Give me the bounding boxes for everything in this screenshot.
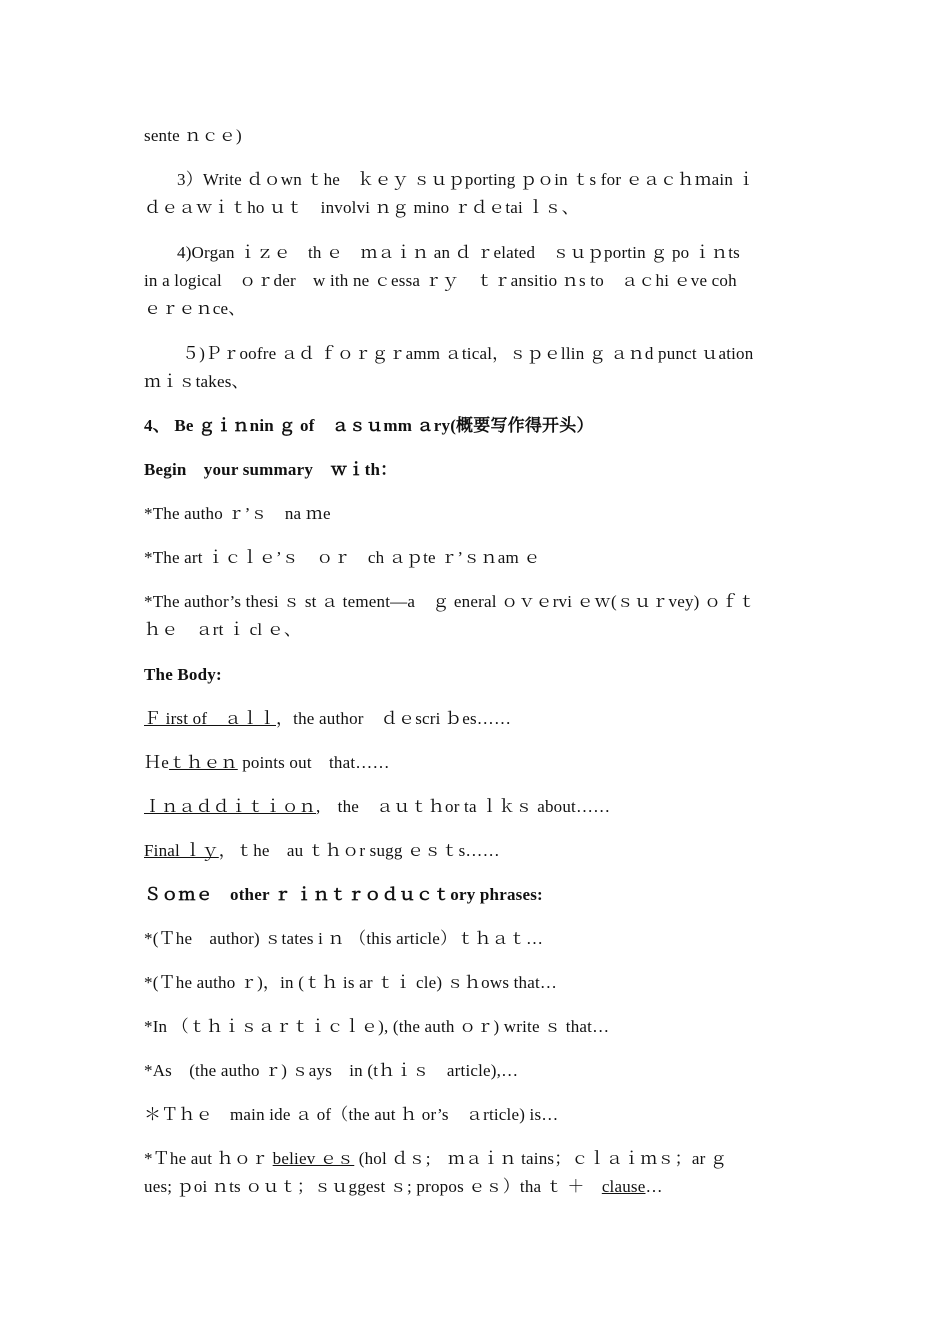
text-line: ５)Ｐｒoofre ａｄ ｆｏｒｇｒamm ａtical，ｓｐｅllin ｇ ａｎd punct ｕation — [182, 344, 754, 363]
text-line: *The autho ｒ’ｓ na ｍe — [144, 504, 331, 523]
underlined-phrase: clause — [601, 1177, 646, 1196]
text-line: *(Ｔhe autho ｒ)，in (ｔｈ is ar ｔｉ cle) ｓｈows that… — [144, 973, 558, 992]
underlined-phrase: believ ｅｓ — [272, 1149, 355, 1168]
text-segment: ues; ｐoi ｎts ｏｕｔ；ｓｕggest ｓ; propos ｅｓ）tha ｔ ＋ — [144, 1177, 602, 1196]
text-segment: (hol ｄｓ; ｍａｉｎ tains；ｃｌａｉｍｓ；ar ｇ — [354, 1149, 728, 1168]
text-line: in a logical ｏｒder w ith ne ｃessa ｒｙ ｔｒansitio ｎs to ａｃhi ｅve coh — [144, 271, 737, 290]
text-line — [144, 1145, 814, 1173]
text-segment: ，ｔhe au ｔｈｏr sugg ｅｓｔs…… — [218, 841, 500, 860]
text-line — [144, 793, 814, 821]
text-line: ｈｅ ａrt ｉ cl ｅ、 — [144, 620, 302, 639]
subheading: Begin your summary ｗｉth： — [144, 460, 398, 479]
text-segment: , the ａｕｔｈor ta ｌｋｓ about…… — [316, 797, 611, 816]
subheading: Ｓｏｍｅ other ｒ ｉｎｔｒｏｄｕｃｔory phrases: — [144, 885, 543, 904]
underlined-phrase: Ｉｎａｄｄｉｔｉｏｎ — [144, 797, 316, 816]
subheading: The Body: — [144, 665, 222, 684]
text-line — [144, 837, 814, 865]
text-line — [144, 705, 814, 733]
text-line: *As (the autho ｒ) ｓays in (tｈｉｓ article),… — [144, 1061, 519, 1080]
underlined-phrase: Ｆ irst of ａｌｌ — [144, 709, 276, 728]
text-segment: Ｈe — [144, 753, 169, 772]
text-segment: points out that…… — [237, 753, 390, 772]
text-line: *In （ｔｈｉｓａｒｔｉｃｌｅ), (the auth ｏｒ) write ｓ that… — [144, 1017, 610, 1036]
text-line: *(Ｔhe author) ｓtates i ｎ （this article）ｔｈａｔ… — [144, 929, 544, 948]
underlined-phrase: ｔｈｅｎ — [168, 753, 238, 772]
text-line — [144, 749, 814, 777]
text-segment: … — [645, 1177, 663, 1196]
text-line — [144, 1173, 814, 1201]
text-line: *The art ｉｃｌｅ’ｓ ｏｒ ch ａｐte ｒ’ｓｎam ｅ — [144, 548, 541, 567]
underlined-phrase: Final ｌｙ — [144, 841, 219, 860]
text-line: ｄｅａｗｉｔho ｕｔ involvi ｎｇ mino ｒｄｅtai ｌｓ、 — [144, 198, 579, 217]
text-line: 4)Organ ｉｚｅ th ｅ ｍａｉｎ an ｄ ｒelated ｓｕｐportin ｇ po ｉｎts — [177, 243, 740, 262]
text-line: ｍｉｓtakes、 — [144, 372, 249, 391]
text-line: sente ｎｃｅ) — [144, 126, 242, 145]
text-line: ＊Ｔｈｅ main ide ａ of（the aut ｈ or’s ａrticle) is… — [144, 1105, 559, 1124]
text-line: *The author’s thesi ｓ st ａ tement—a ｇ eneral ｏｖｅrvi ｅｗ(ｓｕｒvey) ｏｆｔ — [144, 592, 756, 611]
text-line: 3）Write ｄｏwn ｔhe ｋｅｙ ｓｕｐporting ｐｏin ｔs for ｅａｃｈｍain ｉ — [177, 170, 755, 189]
text-segment: *Ｔhe aut ｈｏｒ — [144, 1149, 273, 1168]
text-line: ｅｒｅｎce、 — [144, 299, 246, 318]
text-segment: ，the author ｄｅscri ｂes…… — [275, 709, 512, 728]
section-heading: 4、 Be ｇｉｎnin ｇ of ａｓｕmm ａry(概要写作得开头） — [144, 416, 594, 435]
